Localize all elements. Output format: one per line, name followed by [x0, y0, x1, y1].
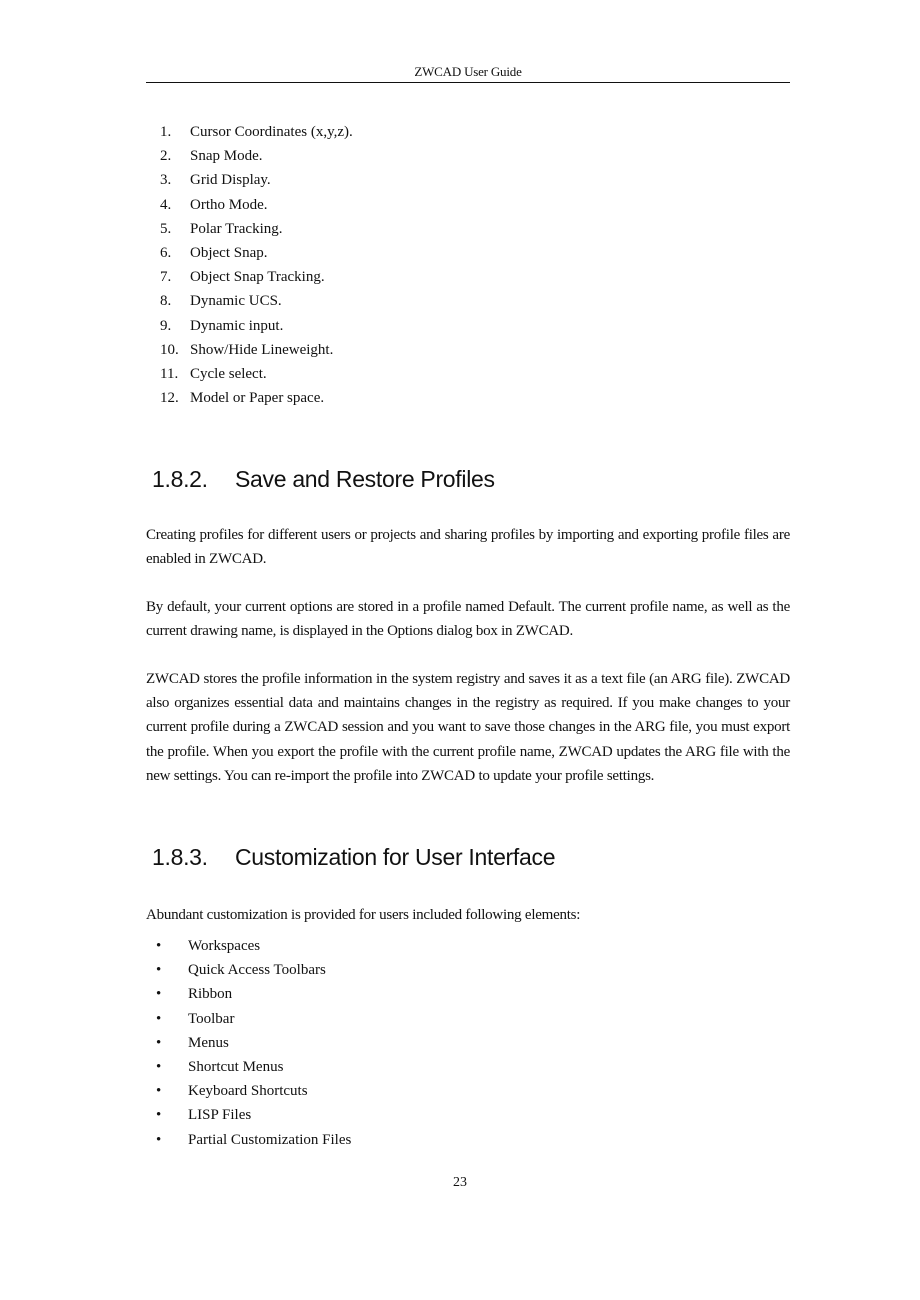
bullet-icon: • [156, 1131, 162, 1148]
bullet-icon: • [156, 1107, 162, 1124]
list-item [146, 1130, 790, 1154]
list-item [146, 340, 790, 364]
section-heading-save-restore-profiles [152, 464, 495, 494]
list-item [146, 960, 790, 984]
list-number: 2. [160, 148, 172, 165]
list-text: Dynamic UCS. [190, 293, 282, 310]
section-number: 1.8.3. [152, 844, 208, 870]
list-text: Polar Tracking. [190, 220, 283, 237]
bullet-icon: • [156, 1058, 162, 1075]
list-text: Dynamic input. [190, 317, 284, 334]
list-number: 12. [160, 390, 179, 407]
bullet-icon: • [156, 1083, 162, 1100]
list-text: Partial Customization Files [188, 1131, 352, 1148]
list-number: 7. [160, 269, 172, 286]
bullet-icon: • [156, 938, 162, 954]
list-text: Snap Mode. [190, 148, 263, 165]
list-text: Quick Access Toolbars [188, 962, 326, 979]
paragraph: Creating profiles for different users or projects and sharing profiles by importing and exporting profile files are enabled in ZWCAD. [146, 527, 790, 568]
list-text: Menus [188, 1034, 229, 1051]
list-text: Keyboard Shortcuts [188, 1083, 308, 1100]
list-number: 1. [160, 124, 172, 140]
list-text: Cursor Coordinates (x,y,z). [190, 124, 353, 140]
list-item [146, 267, 790, 291]
list-item [146, 291, 790, 315]
list-text: Shortcut Menus [188, 1058, 284, 1075]
page-number: 23 [453, 1175, 467, 1190]
list-item [146, 936, 790, 960]
list-number: 8. [160, 293, 172, 310]
paragraph-intro: Abundant customization is provided for users included following elements: [146, 907, 581, 923]
list-text: Object Snap. [190, 244, 268, 261]
list-text: Cycle select. [190, 365, 267, 382]
list-item [146, 984, 790, 1008]
paragraph: ZWCAD stores the profile information in the system registry and saves it as a text file (an ARG file). ZWCAD also organizes essential data and maintains changes in the registry as required. If you make changes to your current profile during a ZWCAD session and you want to save those changes in the ARG file, you must export the profile. When you export the profile with the current profile name, ZWCAD updates the ARG file with the new settings. You can re-import the profile into ZWCAD to update your profile settings. [146, 671, 790, 784]
list-item [146, 195, 790, 219]
header-rule [146, 82, 790, 83]
list-item [146, 170, 790, 194]
list-number: 5. [160, 220, 172, 237]
list-number: 6. [160, 244, 172, 261]
paragraph: By default, your current options are stored in a profile named Default. The current profile name, as well as the current drawing name, is displayed in the Options dialog box in ZWCAD. [146, 599, 790, 640]
list-item [146, 243, 790, 267]
bullet-icon: • [156, 962, 162, 979]
page-header [146, 62, 790, 83]
list-item [146, 146, 790, 170]
list-text: Object Snap Tracking. [190, 269, 325, 286]
list-item [146, 1105, 790, 1129]
list-item [146, 1033, 790, 1057]
list-number: 11. [160, 365, 179, 382]
list-text: Workspaces [188, 938, 261, 954]
section-title: Customization for User Interface [235, 844, 556, 870]
list-text: Ribbon [188, 986, 233, 1003]
list-text: Toolbar [188, 1010, 235, 1027]
list-item [146, 1009, 790, 1033]
list-item [146, 122, 790, 146]
list-item [146, 1081, 790, 1105]
list-number: 9. [160, 317, 172, 334]
list-item [146, 1057, 790, 1081]
list-number: 10. [160, 341, 179, 358]
header-title: ZWCAD User Guide [414, 64, 522, 79]
list-text: Ortho Mode. [190, 196, 268, 213]
section-number: 1.8.2. [152, 466, 208, 492]
list-text: Model or Paper space. [190, 390, 325, 407]
list-number: 3. [160, 172, 172, 189]
list-text: LISP Files [188, 1107, 252, 1124]
list-number: 4. [160, 196, 172, 213]
list-item [146, 316, 790, 340]
list-text: Grid Display. [190, 172, 271, 189]
list-item [146, 219, 790, 243]
bullet-icon: • [156, 1034, 162, 1051]
section-title: Save and Restore Profiles [235, 466, 495, 492]
customization-elements-list [146, 936, 790, 1154]
bullet-icon: • [156, 986, 162, 1003]
list-text: Show/Hide Lineweight. [190, 341, 334, 358]
list-item [146, 364, 790, 388]
section-heading-customization-ui [152, 842, 555, 872]
bullet-icon: • [156, 1010, 162, 1027]
list-item [146, 388, 790, 412]
status-bar-items-list [146, 122, 790, 412]
